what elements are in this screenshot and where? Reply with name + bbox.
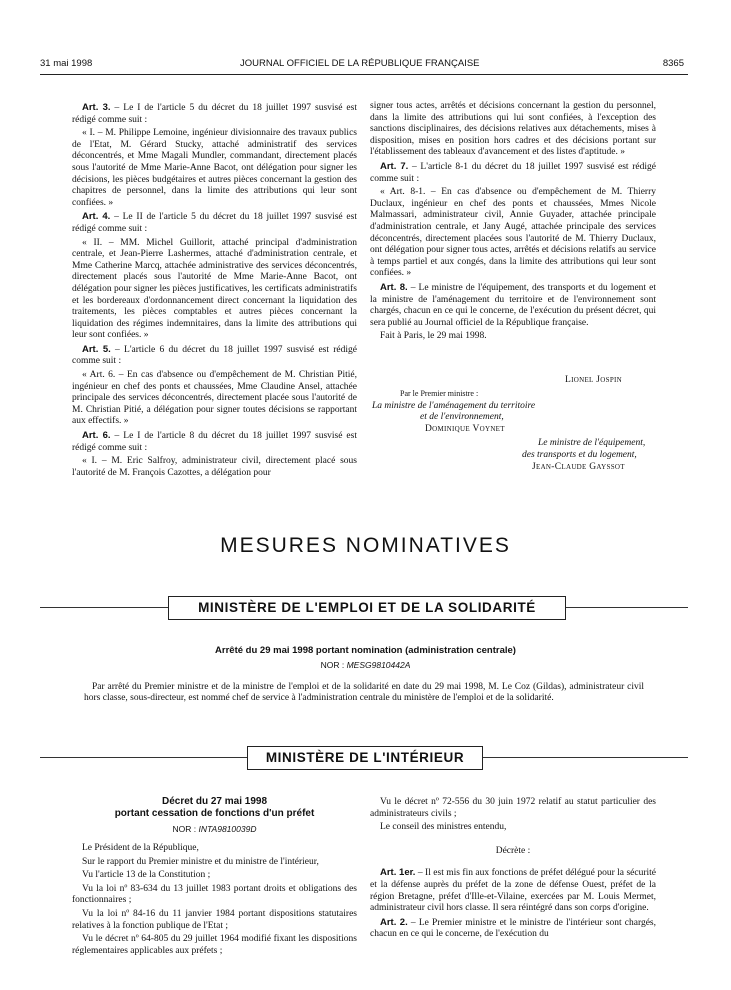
paragraph: [72, 128, 357, 209]
paragraph-text: Le conseil des ministres entendu,: [380, 822, 507, 833]
paragraph: [370, 161, 656, 185]
page-header: [40, 58, 688, 75]
paragraph-text: Vu le décret nº 72-556 du 30 juin 1972 relatif au statut particulier des administrateurs civils ;: [370, 797, 656, 819]
paragraph-text: « II. – MM. Michel Guillorit, attaché principal d'administration centrale, et Jean-Pierre Lashermes, attaché d'administration centrale, et Mme Catherine Marcq, attachée administrative des services déconcentrés, directement placés sous l'autorité de Mme Marie-Anne Bacot, ont délégation pour signer les pièces justificatives, les certificats administratifs et les bordereaux d'ordonnancement direct concernant la liquidation des traitements, les pièces comptables et autres pièces concernant la liquidation des régimes indemnitaires, dans la limite des attributions qui leur sont confiées. »: [72, 237, 357, 341]
paragraph: Vu la loi nº 83-634 du 13 juillet 1983 portant droits et obligations des fonctionnaires ;: [72, 883, 357, 906]
header-journal-title: JOURNAL OFFICIEL DE LA RÉPUBLIQUE FRANÇAISE: [240, 58, 480, 69]
paragraph: [72, 211, 357, 235]
arrete-nor: [0, 660, 731, 670]
article-label: Art. 6.: [82, 430, 111, 442]
paragraph-text: – Le Premier ministre et le ministre de l'intérieur sont chargés, chacun en ce qui le concerne, de l'exécution du: [370, 917, 656, 940]
paragraph-text: Décrète :: [495, 845, 531, 856]
header-date: 31 mai 1998: [40, 58, 93, 69]
paragraph: [370, 867, 656, 914]
paragraph-text: « Art. 6. – En cas d'absence ou d'empêchement de M. Christian Pitié, ingénieur en chef des ponts et chaussées, Mme Claudine Ansel, attachée principale des services déconcentrés, directement placée sous l'autorité de M. Christian Pitié, a délégation pour signer toutes décisions se rapportant aux effectifs. »: [72, 370, 357, 427]
divider: [566, 607, 688, 608]
decree-right-column: [370, 797, 656, 943]
paragraph-text: « I. – M. Eric Salfroy, administrateur civil, directement placé sous l'autorité de M. François Cazottes, a délégation pour: [72, 456, 357, 478]
signature-minister-line: Le ministre de l'équipement,: [538, 438, 646, 448]
article-label: Art. 1er.: [380, 867, 416, 879]
ministry-heading: MINISTÈRE DE L'EMPLOI ET DE LA SOLIDARITÉ: [168, 596, 566, 620]
paragraph: [72, 238, 357, 342]
paragraph-text: – Le I de l'article 8 du décret du 18 juillet 1997 susvisé est rédigé comme suit :: [72, 431, 357, 453]
paragraph: Le Président de la République,: [82, 843, 199, 853]
header-page-number: 8365: [662, 58, 684, 69]
paragraph: Vu le décret nº 64-805 du 29 juillet 1964 modifié fixant les dispositions réglementaires applicables aux préfets ;: [72, 934, 357, 956]
paragraph-text: – Le I de l'article 5 du décret du 18 juillet 1997 susvisé est rédigé comme suit :: [72, 103, 357, 125]
decree-title-line: Décret du 27 mai 1998: [161, 796, 268, 807]
paragraph: [370, 187, 656, 280]
ministry-heading: MINISTÈRE DE L'INTÉRIEUR: [247, 746, 483, 770]
section-title: MESURES NOMINATIVES: [220, 534, 511, 557]
paragraph-text: – Il est mis fin aux fonctions de préfet délégué pour la sécurité et la défense auprès du préfet de la zone de défense Ouest, préfet de la région Bretagne, préfet d'Ille-et-Vilaine, exercées par M. Louis Mermet, administrateur civil hors classe. Il sera réintégré dans son corps d'origine.: [370, 868, 656, 914]
decree-nor: [72, 824, 357, 834]
paragraph: [72, 370, 357, 428]
left-column: [72, 102, 357, 481]
paragraph: Vu l'article 13 de la Constitution ;: [82, 870, 211, 881]
signature-par-le-pm: Par le Premier ministre :: [400, 389, 479, 398]
article-label: Art. 3.: [82, 102, 111, 113]
paragraph: [370, 101, 656, 159]
paragraph-text: « Art. 8-1. – En cas d'absence ou d'empêchement de M. Thierry Duclaux, ingénieur en chef des ponts et chaussées, Mmes Nicole Malmassari, administrateur civil, Annie Guyader, attachée principale d'administration centrale, et Jany Augé, attachée principale des services déconcentrés, directement placées sous l'autorité de M. Thierry Duclaux, ont délégation pour signer tous actes, arrêtés et décisions relatifs au service à temps partiel et aux congés, dans la limite des attributions qui leur sont confiées. »: [370, 187, 656, 279]
paragraph: [72, 102, 357, 126]
arrete-title: Arrêté du 29 mai 1998 portant nomination (administration centrale): [215, 645, 516, 656]
article-label: Art. 7.: [380, 160, 409, 172]
paragraph: [370, 846, 656, 858]
signature-minister-line: et de l'environnement,: [420, 412, 504, 422]
nor-code: INTA9810039D: [198, 824, 257, 834]
divider: [483, 757, 688, 758]
paragraph: Vu la loi nº 84-16 du 11 janvier 1984 portant dispositions statutaires relatives à la fonction publique de l'Etat ;: [72, 908, 357, 931]
paragraph-text: Fait à Paris, le 29 mai 1998.: [380, 331, 487, 342]
paragraph-text: « I. – M. Philippe Lemoine, ingénieur divisionnaire des travaux publics de l'Etat, M. Gérard Stucky, attaché administratif des services déconcentrés, et Mme Magali Mundler, commandant, directement placés sous l'autorité de Mme Marie-Anne Bacot, ont délégation pour signer les décisions, les pièces budgétaires et autres pièces concernant la gestion des chapitres de personnel, dans la limite des attributions qui leur sont confiées. »: [72, 128, 357, 208]
paragraph-text: – L'article 6 du décret du 18 juillet 1997 susvisé est rédigé comme suit :: [72, 344, 357, 367]
paragraph-text: – L'article 8-1 du décret du 18 juillet 1997 susvisé est rédigé comme suit :: [370, 161, 656, 184]
signature-minister-line: La ministre de l'aménagement du territoire: [372, 401, 536, 411]
article-label: Art. 2.: [380, 916, 408, 928]
paragraph-text: signer tous actes, arrêtés et décisions concernant la gestion du personnel, dans la limite des attributions qui lui sont confiées, à l'exception des sanctions disciplinaires, des décisions relatives aux détachements, mises à disposition, mises en position hors cadres et des décisions portant sur l'établissement des tableaux d'avancement et des listes d'aptitude. »: [370, 101, 656, 158]
paragraph: [72, 430, 357, 454]
article-label: Art. 5.: [82, 343, 111, 355]
signature-voynet: Dominique Voynet: [425, 424, 505, 434]
paragraph-text: – Le ministre de l'équipement, des transports et du logement et la ministre de l'aménagement du territoire et de l'environnement sont chargés, chacun en ce qui le concerne, de l'exécution du présent décret, qui sera publié au Journal officiel de la République française.: [370, 282, 656, 328]
signature-minister-line: des transports et du logement,: [522, 450, 637, 460]
right-column: [370, 101, 656, 345]
nor-label: NOR :: [172, 824, 199, 834]
paragraph: [370, 917, 656, 941]
article-label: Art. 4.: [82, 211, 111, 223]
arrete-body: Par arrêté du Premier ministre et de la ministre de l'emploi et de la solidarité en date du 29 mai 1998, M. Le Coz (Gildas), administrateur civil hors classe, sous-directeur, est nommé chef de service à l'administration centrale du ministère de l'emploi et de la solidarité.: [84, 682, 644, 703]
decree-title-line: portant cessation de fonctions d'un préfet: [114, 807, 315, 819]
paragraph: [370, 822, 656, 834]
nor-label: NOR :: [320, 660, 347, 670]
signature-gayssot: Jean-Claude Gayssot: [532, 462, 625, 472]
nor-code: MESG9810442A: [346, 660, 411, 670]
divider: [40, 607, 168, 608]
paragraph: [370, 331, 656, 343]
paragraph: [370, 797, 656, 820]
article-label: Art. 8.: [380, 281, 408, 293]
signature-pm: Lionel Jospin: [565, 375, 622, 385]
divider: [40, 757, 247, 758]
paragraph: [72, 456, 357, 479]
paragraph: [72, 344, 357, 368]
paragraph-text: – Le II de l'article 5 du décret du 18 juillet 1997 susvisé est rédigé comme suit :: [72, 212, 357, 234]
decree-title: [72, 796, 357, 819]
paragraph: Sur le rapport du Premier ministre et du ministre de l'intérieur,: [82, 856, 319, 867]
paragraph: [370, 282, 656, 329]
decree-left-column: [72, 843, 357, 959]
